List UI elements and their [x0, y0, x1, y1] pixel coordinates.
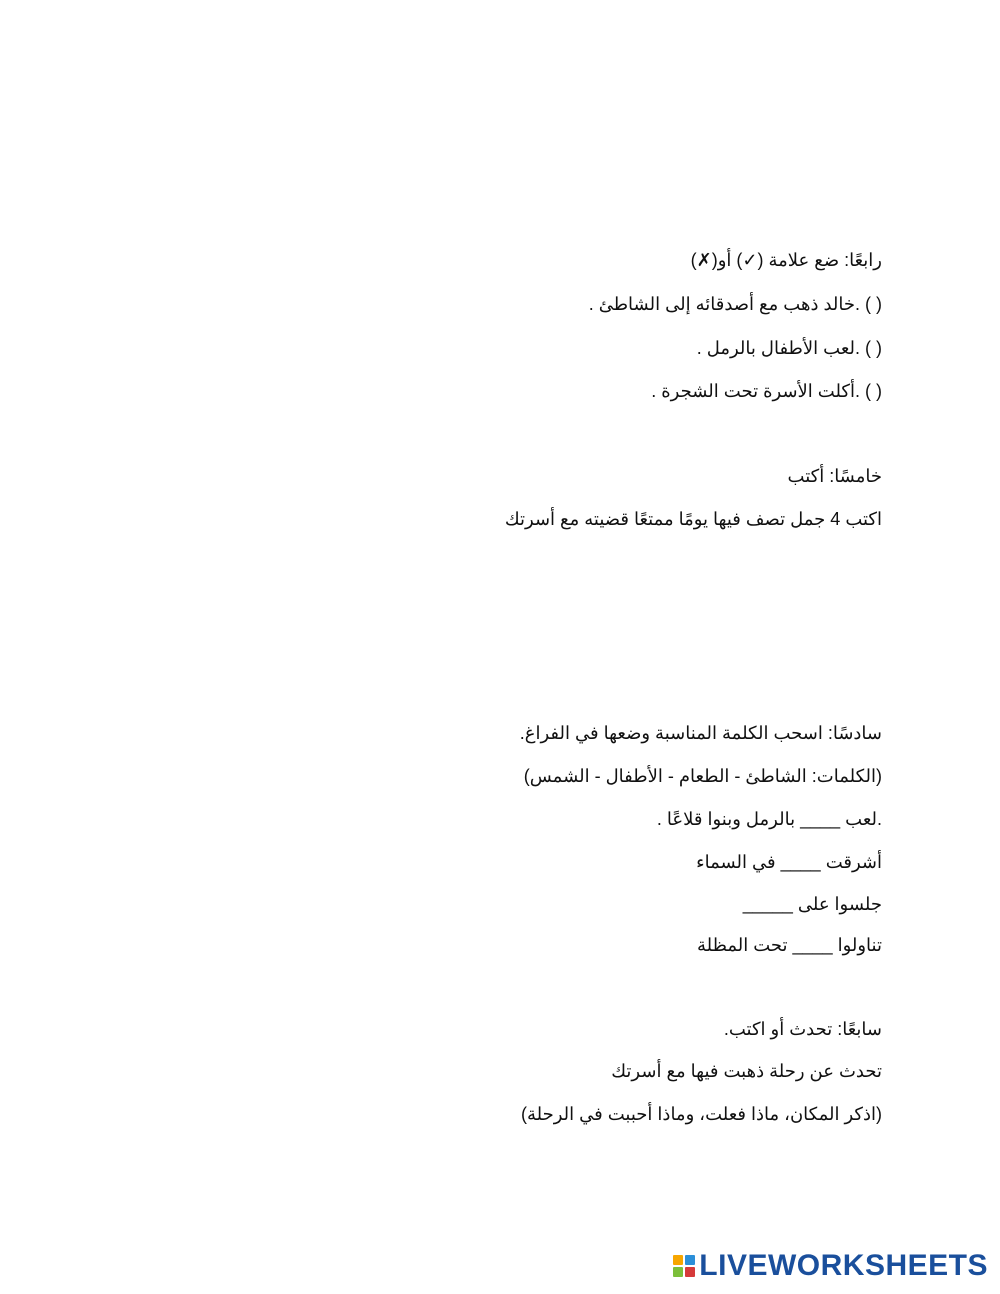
logo-blocks-icon	[673, 1255, 695, 1277]
section5-instruction: اكتب 4 جمل تصف فيها يومًا ممتعًا قضيته مع أسرتك	[504, 509, 882, 529]
section6-title: سادسًا: اسحب الكلمة المناسبة وضعها في الفراغ.	[519, 723, 882, 743]
logo-text: LIVEWORKSHEETS	[699, 1249, 988, 1282]
section7-title: سابعًا: تحدث أو اكتب.	[723, 1019, 882, 1039]
section4-title: رابعًا: ضع علامة (✓) أو(✗)	[690, 250, 882, 270]
section6-sentence-2[interactable]: أشرقت ____ في السماء	[696, 852, 882, 872]
section7-hint: (اذكر المكان، ماذا فعلت، وماذا أحببت في الرحلة)	[521, 1104, 882, 1124]
section6-sentence-4[interactable]: تناولوا ____ تحت المظلة	[696, 935, 882, 955]
section4-item-1[interactable]: ( ) .خالد ذهب مع أصدقائه إلى الشاطئ .	[588, 294, 882, 314]
liveworksheets-logo	[673, 1250, 988, 1282]
section6-word-bank: (الكلمات: الشاطئ - الطعام - الأطفال - الشمس)	[523, 766, 882, 786]
section4-item-2[interactable]: ( ) .لعب الأطفال بالرمل .	[696, 338, 882, 358]
section4-item-3[interactable]: ( ) .أكلت الأسرة تحت الشجرة .	[651, 381, 882, 401]
section5-title: خامسًا: أكتب	[787, 466, 882, 486]
section6-sentence-1[interactable]: .لعب ____ بالرمل وبنوا قلاعًا .	[656, 809, 882, 829]
section7-prompt: تحدث عن رحلة ذهبت فيها مع أسرتك	[611, 1061, 882, 1081]
section6-sentence-3[interactable]: جلسوا على _____	[742, 894, 882, 914]
